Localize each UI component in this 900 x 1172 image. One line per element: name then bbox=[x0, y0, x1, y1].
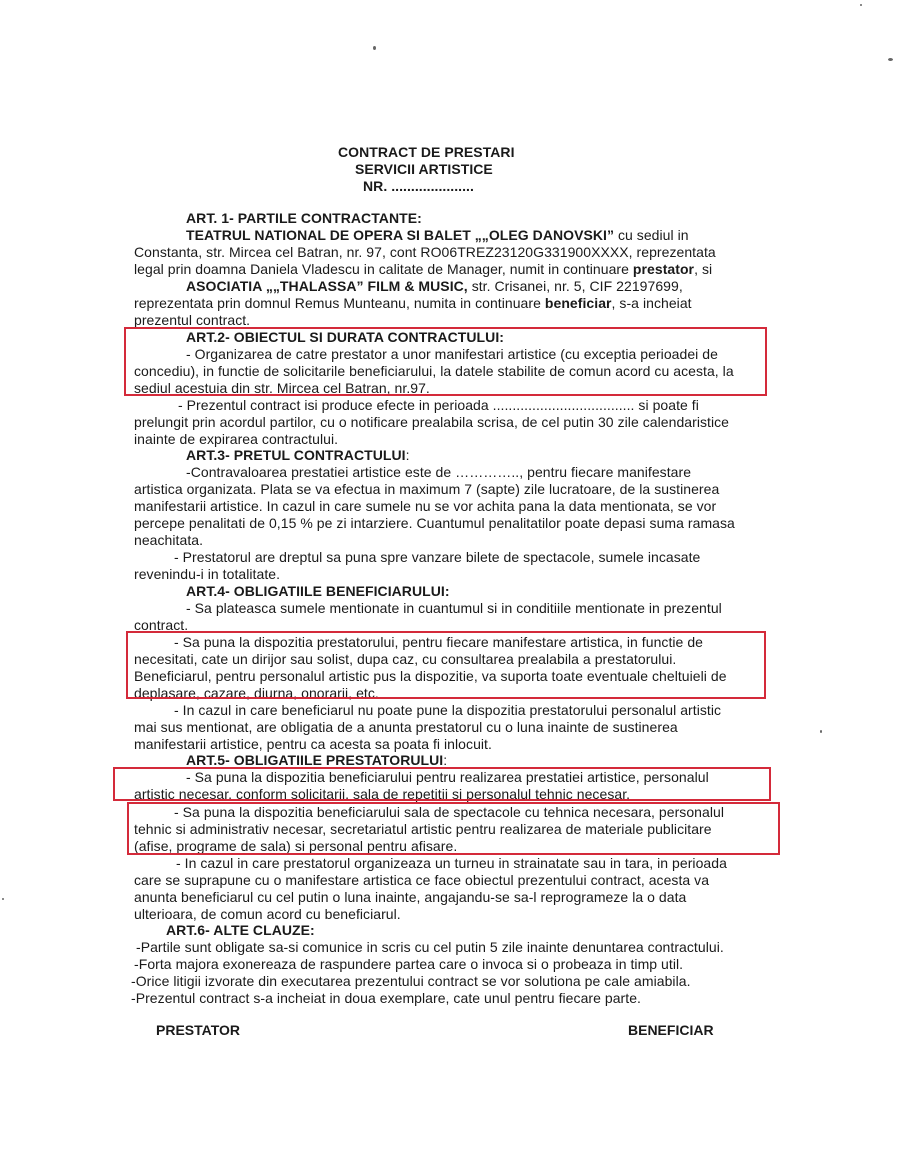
art5-line6: - In cazul in care prestatorul organizeaza un turneu in strainatate sau in tara, in perioada bbox=[176, 855, 727, 871]
contract-number: NR. ..................... bbox=[363, 178, 474, 194]
art1-line6-post: , s-a incheiat bbox=[611, 295, 692, 311]
scan-speck bbox=[888, 58, 893, 61]
art4-line1: - Sa plateasca sumele mentionate in cuantumul si in conditiile mentionate in prezentul bbox=[186, 600, 722, 616]
art2-line1: - Organizarea de catre prestator a unor manifestari artistice (cu exceptia perioadei de bbox=[186, 346, 718, 362]
art2-line4: - Prezentul contract isi produce efecte in perioada .................................... si poate fi bbox=[178, 397, 699, 413]
party2-tail: str. Crisanei, nr. 5, CIF 22197699, bbox=[467, 278, 683, 294]
scan-speck bbox=[820, 730, 822, 733]
art3-line2: artistica organizata. Plata se va efectua in maximum 7 (sapte) zile lucratoare, de la sustinerea bbox=[134, 481, 720, 497]
art3-heading-text: ART.3- PRETUL CONTRACTULUI bbox=[186, 447, 406, 463]
art6-line2: -Forta majora exonereaza de raspundere partea care o invoca si o probeaza in timp util. bbox=[134, 956, 684, 972]
art5-heading-text: ART.5- OBLIGATIILE PRESTATORULUI bbox=[186, 752, 444, 768]
scan-speck bbox=[373, 46, 376, 50]
scan-speck bbox=[2, 898, 4, 900]
art1-line5 bbox=[186, 278, 683, 295]
art1-line3: Constanta, str. Mircea cel Batran, nr. 97, cont RO06TREZ23120G331900XXXX, reprezentata bbox=[134, 244, 716, 260]
art5-heading-colon: : bbox=[443, 752, 448, 768]
art3-line7: revenindu-i in totalitate. bbox=[134, 566, 281, 582]
party1-name: TEATRUL NATIONAL DE OPERA SI BALET „„OLEG DANOVSKI” bbox=[186, 227, 615, 243]
art5-line8: anunta beneficiarul cu cel putin o luna inainte, angajandu-se sa-l reprogrameze la o data bbox=[134, 889, 687, 905]
highlight-box-art2 bbox=[124, 327, 767, 396]
art5-line3: - Sa puna la dispozitia beneficiarului sala de spectacole cu tehnica necesara, personalul bbox=[174, 804, 725, 820]
art2-line5: prelungit prin acordul partilor, cu o notificare prealabila scrisa, de cel putin 30 zile calendaristice bbox=[134, 414, 730, 430]
art4-line9: manifestarii artistice, pentru ca acesta sa poata fi inlocuit. bbox=[134, 736, 492, 752]
art2-line2: concediu), in functie de solicitarile beneficiarului, la datele stabilite de comun acord cu acesta, la bbox=[134, 363, 734, 379]
art4-line3: - Sa puna la dispozitia prestatorului, pentru fiecare manifestare artistica, in functie de bbox=[174, 634, 703, 650]
art4-line6: deplasare, cazare, diurna, onorarii, etc. bbox=[134, 685, 379, 701]
art1-heading: ART. 1- PARTILE CONTRACTANTE: bbox=[186, 210, 422, 226]
art5-line9: ulterioara, de comun acord cu beneficiarul. bbox=[134, 906, 401, 922]
art6-line4: -Prezentul contract s-a incheiat in doua exemplare, cate unul pentru fiecare parte. bbox=[131, 990, 641, 1006]
art3-line3: manifestarii artistice. In cazul in care sumele nu se vor achita pana la data mentionata, se vor bbox=[134, 498, 717, 514]
signature-prestator-label: PRESTATOR bbox=[156, 1022, 241, 1038]
contract-subtitle: SERVICII ARTISTICE bbox=[355, 161, 493, 177]
art5-line7: care se suprapune cu o manifestare artistica ce face obiectul prezentului contract, acesta va bbox=[134, 872, 710, 888]
art4-line2: contract. bbox=[134, 617, 189, 633]
art3-heading-colon: : bbox=[405, 447, 410, 463]
signature-beneficiar-label: BENEFICIAR bbox=[628, 1022, 714, 1038]
contract-title: CONTRACT DE PRESTARI bbox=[338, 144, 515, 160]
art3-heading bbox=[186, 447, 410, 464]
art2-line6: inainte de expirarea contractului. bbox=[134, 431, 339, 447]
highlight-box-art5-first bbox=[113, 767, 771, 801]
art1-line1 bbox=[186, 227, 689, 244]
art2-line3: sediul acestuia din str. Mircea cel Batran, nr.97. bbox=[134, 380, 430, 396]
art5-line2: artistic necesar, conform solicitarii, sala de repetitii si personalul tehnic necesar. bbox=[134, 786, 631, 802]
art5-line5: (afise, programe de sala) si personal pentru afisare. bbox=[134, 838, 458, 854]
art1-line4-pre: legal prin doamna Daniela Vladescu in calitate de Manager, numit in continuare bbox=[134, 261, 633, 277]
art1-line4 bbox=[134, 261, 712, 278]
party2-name: ASOCIATIA „„THALASSA” FILM & MUSIC, bbox=[186, 278, 468, 294]
art3-line4: percepe penalitati de 0,15 % pe zi intarziere. Cuantumul penalitatilor poate depasi suma ramasa bbox=[134, 515, 735, 531]
art5-line1: - Sa puna la dispozitia beneficiarului pentru realizarea prestatiei artistice, personalul bbox=[186, 769, 709, 785]
art3-line6: - Prestatorul are dreptul sa puna spre vanzare bilete de spectacole, sumele incasate bbox=[174, 549, 701, 565]
art5-line4: tehnic si administrativ necesar, secretariatul artistic pentru realizarea de materiale publicitare bbox=[134, 821, 712, 837]
highlight-box-art4 bbox=[126, 631, 766, 699]
art2-heading: ART.2- OBIECTUL SI DURATA CONTRACTULUI: bbox=[186, 329, 504, 345]
art6-line1: -Partile sunt obligate sa-si comunice in scris cu cel putin 5 zile inainte denuntarea contractului. bbox=[136, 939, 724, 955]
art3-line1: -Contravaloarea prestatiei artistice este de ………….., pentru fiecare manifestare bbox=[186, 464, 692, 480]
prestator-term: prestator bbox=[632, 261, 695, 277]
art1-line4-post: , si bbox=[694, 261, 713, 277]
art4-line5: Beneficiarul, pentru personalul artistic pus la dispozitie, va suporta toate eventuale cheltuieli de bbox=[134, 668, 727, 684]
highlight-box-art5-second bbox=[127, 802, 780, 855]
art1-line6-pre: reprezentata prin domnul Remus Munteanu, numita in continuare bbox=[134, 295, 545, 311]
art4-line4: necesitati, cate un dirijor sau solist, dupa caz, cu consultarea prealabila a prestatorului. bbox=[134, 651, 677, 667]
scan-speck bbox=[860, 4, 862, 6]
art4-heading: ART.4- OBLIGATIILE BENEFICIARULUI: bbox=[186, 583, 450, 599]
art1-line6 bbox=[134, 295, 692, 312]
art3-line5: neachitata. bbox=[134, 532, 204, 548]
art1-line7: prezentul contract. bbox=[134, 312, 251, 328]
art4-line8: mai sus mentionat, are obligatia de a anunta prestatorul cu o luna inainte de sustinerea bbox=[134, 719, 678, 735]
beneficiar-term: beneficiar bbox=[544, 295, 612, 311]
art6-heading: ART.6- ALTE CLAUZE: bbox=[166, 922, 315, 938]
art4-line7: - In cazul in care beneficiarul nu poate pune la dispozitia prestatorului personalul artistic bbox=[174, 702, 722, 718]
art6-line3: -Orice litigii izvorate din executarea prezentului contract se vor solutiona pe cale amiabila. bbox=[131, 973, 691, 989]
party1-tail: cu sediul in bbox=[614, 227, 689, 243]
